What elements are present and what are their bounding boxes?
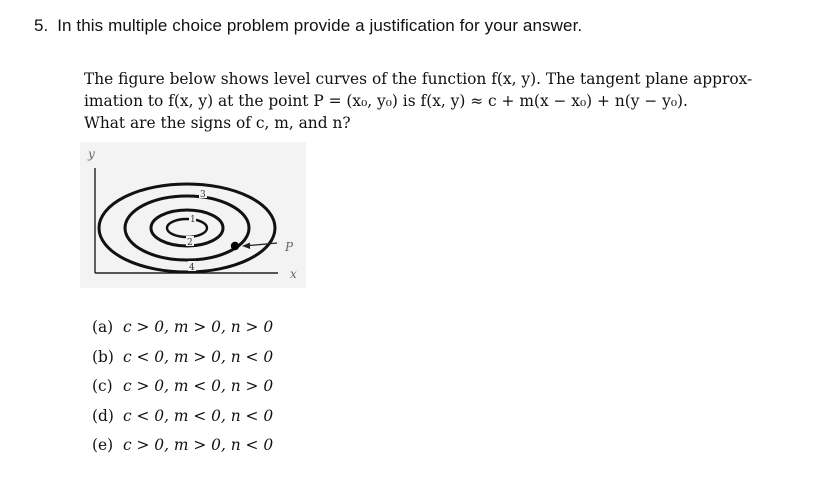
- question-number: 5.: [34, 16, 49, 35]
- y-axis-label: y: [88, 147, 95, 161]
- choice-label: (c): [92, 377, 113, 396]
- problem-line-3: What are the signs of c, m, and n?: [84, 114, 351, 132]
- choice-text: c > 0, m > 0, n < 0: [123, 436, 274, 455]
- level-curve-3: [125, 196, 249, 260]
- x-axis-label: x: [290, 267, 297, 281]
- level-curves-figure: [80, 142, 306, 288]
- problem-line-1: The figure below shows level curves of the function f(x, y). The tangent plane approx-: [84, 70, 753, 88]
- choice-b[interactable]: [92, 344, 273, 374]
- point-p-dot: [231, 242, 239, 250]
- choice-text: c > 0, m > 0, n > 0: [123, 318, 274, 336]
- question-header: [34, 16, 582, 36]
- choice-text: c < 0, m < 0, n < 0: [123, 406, 274, 425]
- contour-label-2: 2: [187, 238, 193, 248]
- contour-label-4: 4: [189, 263, 195, 273]
- choice-text: c > 0, m < 0, n > 0: [123, 377, 274, 396]
- choice-text: c < 0, m > 0, n < 0: [123, 347, 274, 366]
- choice-label: (a): [92, 318, 114, 336]
- answer-choices: [92, 314, 273, 462]
- level-curves-plot: [80, 142, 306, 288]
- choice-label: (d): [92, 406, 114, 425]
- point-p-label: P: [285, 240, 294, 254]
- choice-d[interactable]: [92, 403, 273, 433]
- problem-statement: [84, 68, 764, 134]
- choice-a[interactable]: [92, 314, 273, 344]
- problem-line-2: imation to f(x, y) at the point P = (x₀, y₀) is f(x, y) ≈ c + m(x − x₀) + n(y − y₀).: [84, 92, 688, 110]
- contour-label-3: 3: [200, 190, 206, 200]
- level-curve-1: [167, 219, 207, 237]
- choice-label: (b): [92, 347, 114, 366]
- question-instruction: In this multiple choice problem provide a justification for your answer.: [57, 16, 583, 35]
- choice-e[interactable]: [92, 432, 273, 462]
- choice-label: (e): [92, 436, 114, 455]
- contour-label-1: 1: [190, 215, 196, 225]
- choice-c[interactable]: [92, 373, 273, 403]
